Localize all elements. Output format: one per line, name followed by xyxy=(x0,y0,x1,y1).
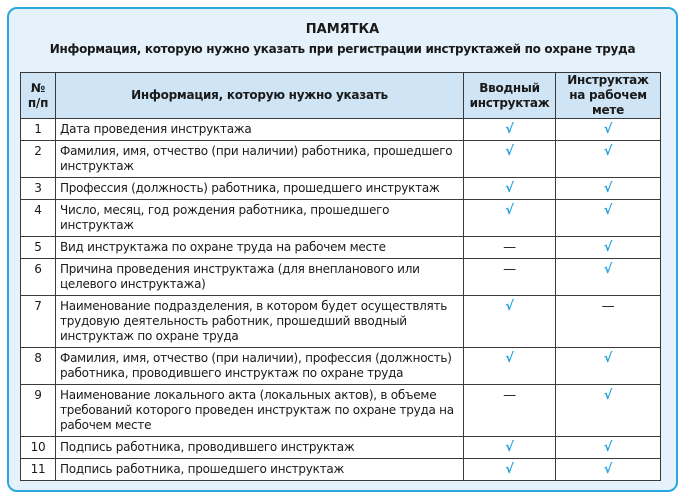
header-info: Информация, которую нужно указать xyxy=(56,73,464,119)
table-row xyxy=(21,385,661,437)
check-icon: √ xyxy=(505,122,514,137)
row-intro-mark xyxy=(464,348,556,385)
table-row xyxy=(21,141,661,178)
row-workplace-mark xyxy=(556,141,661,178)
row-intro-mark xyxy=(464,296,556,348)
row-workplace-mark xyxy=(556,437,661,459)
check-icon: √ xyxy=(505,462,514,477)
check-icon: √ xyxy=(505,351,514,366)
row-workplace-mark xyxy=(556,237,661,259)
row-text: Подпись работника, проводившего инструктаж xyxy=(56,437,464,459)
table-row xyxy=(21,259,661,296)
check-icon: √ xyxy=(505,299,514,314)
check-icon: √ xyxy=(505,144,514,159)
row-workplace-mark xyxy=(556,348,661,385)
dash-icon: — xyxy=(503,262,516,277)
row-intro-mark xyxy=(464,178,556,200)
dash-icon: — xyxy=(503,388,516,403)
row-num: 11 xyxy=(21,459,56,481)
row-text: Число, месяц, год рождения работника, прошедшего инструктаж xyxy=(56,200,464,237)
row-workplace-mark xyxy=(556,119,661,141)
row-workplace-mark xyxy=(556,178,661,200)
dash-icon: — xyxy=(503,240,516,255)
row-text: Дата проведения инструктажа xyxy=(56,119,464,141)
row-intro-mark xyxy=(464,200,556,237)
row-intro-mark xyxy=(464,259,556,296)
table-body xyxy=(21,119,661,481)
row-workplace-mark xyxy=(556,296,661,348)
briefing-table xyxy=(20,72,661,481)
table-row xyxy=(21,459,661,481)
header-num: № п/п xyxy=(21,73,56,119)
table-row xyxy=(21,119,661,141)
row-text: Наименование локального акта (локальных актов), в объеме требований которого проведен инструктаж по охране труда на рабочем месте xyxy=(56,385,464,437)
table-row xyxy=(21,296,661,348)
check-icon: √ xyxy=(603,144,613,159)
row-workplace-mark xyxy=(556,385,661,437)
row-intro-mark xyxy=(464,141,556,178)
row-num: 1 xyxy=(21,119,56,141)
row-text: Фамилия, имя, отчество (при наличии), профессия (должность) работника, проводившего инструктаж по охране труда xyxy=(56,348,464,385)
dash-icon: — xyxy=(601,299,615,314)
memo-subtitle: Информация, которую нужно указать при регистрации инструктажей по охране труда xyxy=(49,42,636,56)
row-num: 3 xyxy=(21,178,56,200)
check-icon: √ xyxy=(603,262,613,277)
row-num: 7 xyxy=(21,296,56,348)
table-row xyxy=(21,237,661,259)
row-num: 2 xyxy=(21,141,56,178)
row-num: 10 xyxy=(21,437,56,459)
check-icon: √ xyxy=(505,203,514,218)
check-icon: √ xyxy=(603,203,613,218)
row-intro-mark xyxy=(464,459,556,481)
check-icon: √ xyxy=(603,440,613,455)
memo-title: ПАМЯТКА xyxy=(305,22,380,37)
row-text: Подпись работника, прошедшего инструктаж xyxy=(56,459,464,481)
check-icon: √ xyxy=(505,440,514,455)
table-row xyxy=(21,437,661,459)
row-num: 8 xyxy=(21,348,56,385)
row-text: Наименование подразделения, в котором будет осуществлять трудовую деятельность работник, прошедший вводный инструктаж по охране труда xyxy=(56,296,464,348)
check-icon: √ xyxy=(505,181,514,196)
row-workplace-mark xyxy=(556,200,661,237)
row-num: 4 xyxy=(21,200,56,237)
check-icon: √ xyxy=(603,240,613,255)
row-intro-mark xyxy=(464,237,556,259)
table-row xyxy=(21,348,661,385)
check-icon: √ xyxy=(603,351,613,366)
row-num: 6 xyxy=(21,259,56,296)
row-intro-mark xyxy=(464,385,556,437)
check-icon: √ xyxy=(603,388,613,403)
row-text: Причина проведения инструктажа (для внепланового или целевого инструктажа) xyxy=(56,259,464,296)
header-intro: Вводный инструктаж xyxy=(464,73,556,119)
check-icon: √ xyxy=(603,462,613,477)
row-intro-mark xyxy=(464,437,556,459)
table-row xyxy=(21,200,661,237)
row-workplace-mark xyxy=(556,459,661,481)
table-header-row xyxy=(21,73,661,119)
check-icon: √ xyxy=(603,122,613,137)
row-intro-mark xyxy=(464,119,556,141)
header-workplace: Инструктаж на рабочем мете xyxy=(556,73,661,119)
row-text: Фамилия, имя, отчество (при наличии) работника, прошедшего инструктаж xyxy=(56,141,464,178)
row-workplace-mark xyxy=(556,259,661,296)
row-num: 5 xyxy=(21,237,56,259)
row-num: 9 xyxy=(21,385,56,437)
check-icon: √ xyxy=(603,181,613,196)
row-text: Вид инструктажа по охране труда на рабочем месте xyxy=(56,237,464,259)
table-row xyxy=(21,178,661,200)
row-text: Профессия (должность) работника, прошедшего инструктаж xyxy=(56,178,464,200)
